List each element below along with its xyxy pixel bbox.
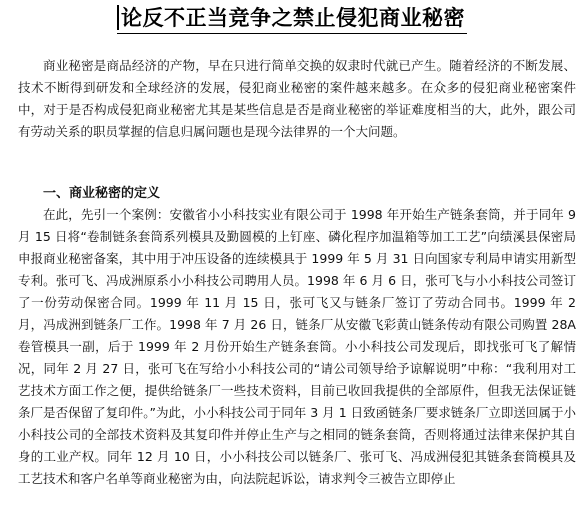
intro-paragraph: 商业秘密是商品经济的产物，早在只进行简单交换的奴隶时代就已产生。随着经济的不断发展、技术不断得到研发和全球经济的发展，侵犯商业秘密的案件越来越多。在众多的侵犯商业秘密案件中，对于是否构成侵犯商业秘密尤其是某些信息是否是商业秘密的举证难度相当的大，此外，跟公司有劳动关系的职员掌握的信息归属问题也是现今法律界的一个大问题。 <box>18 58 576 139</box>
title-underline <box>117 33 467 34</box>
document-title: 论反不正当竞争之禁止侵犯商业秘密 <box>121 5 465 30</box>
section-heading: 一、商业秘密的定义 <box>43 186 161 201</box>
case-paragraph: 在此，先引一个案例：安徽省小小科技实业有限公司于 1998 年开始生产链条套筒，并于同年 9 月 15 日将“卷制链条套筒系列模具及勤圆模的上钉座、磷化程序加温箱等加工工艺”向绩溪县保密局申报商业秘密备案，其中用于冲压设备的连续模具于 1999 年 5 月 31 日向国家专利局申请实用新型专利。张可飞、冯成洲原系小小科技公司聘用人员。1998 年 6 月 6 日，张可飞与小小科技公司签订了一份劳动保密合同。1999 年 11 月 15 日，张可飞又与链条厂签订了劳动合同书。1999 年 2 月，冯成洲到链条厂工作。1998 年 7 月 26 日，链条厂从安徽飞彩黄山链条传动有限公司购置 28A 卷管模具一副，后于 1999 年 2 月份开始生产链条套筒。小小科技公司发现后，即找张可飞了解情况，同年 2 月 27 日，张可飞在写给小小科技公司的“请公司领导给予谅解说明”中称：“我利用对工艺技术方面工作之便，提供给链条厂一些技术资料，目前已收回我提供的全部原件，但我无法保证链条厂是否保留了复印件。”为此，小小科技公司于同年 3 月 1 日致函链条厂要求链条厂立即送回属于小小科技公司的全部技术资料及其复印件并停止生产与之相同的链条套筒，否则将通过法律来保护其自身的工业产权。同年 12 月 10 日，小小科技公司以链条厂、张可飞、冯成洲侵犯其链条套筒模具及工艺技术和客户名单等商业秘密为由，向法院起诉讼，请求判令三被告立即停止 <box>18 207 576 486</box>
